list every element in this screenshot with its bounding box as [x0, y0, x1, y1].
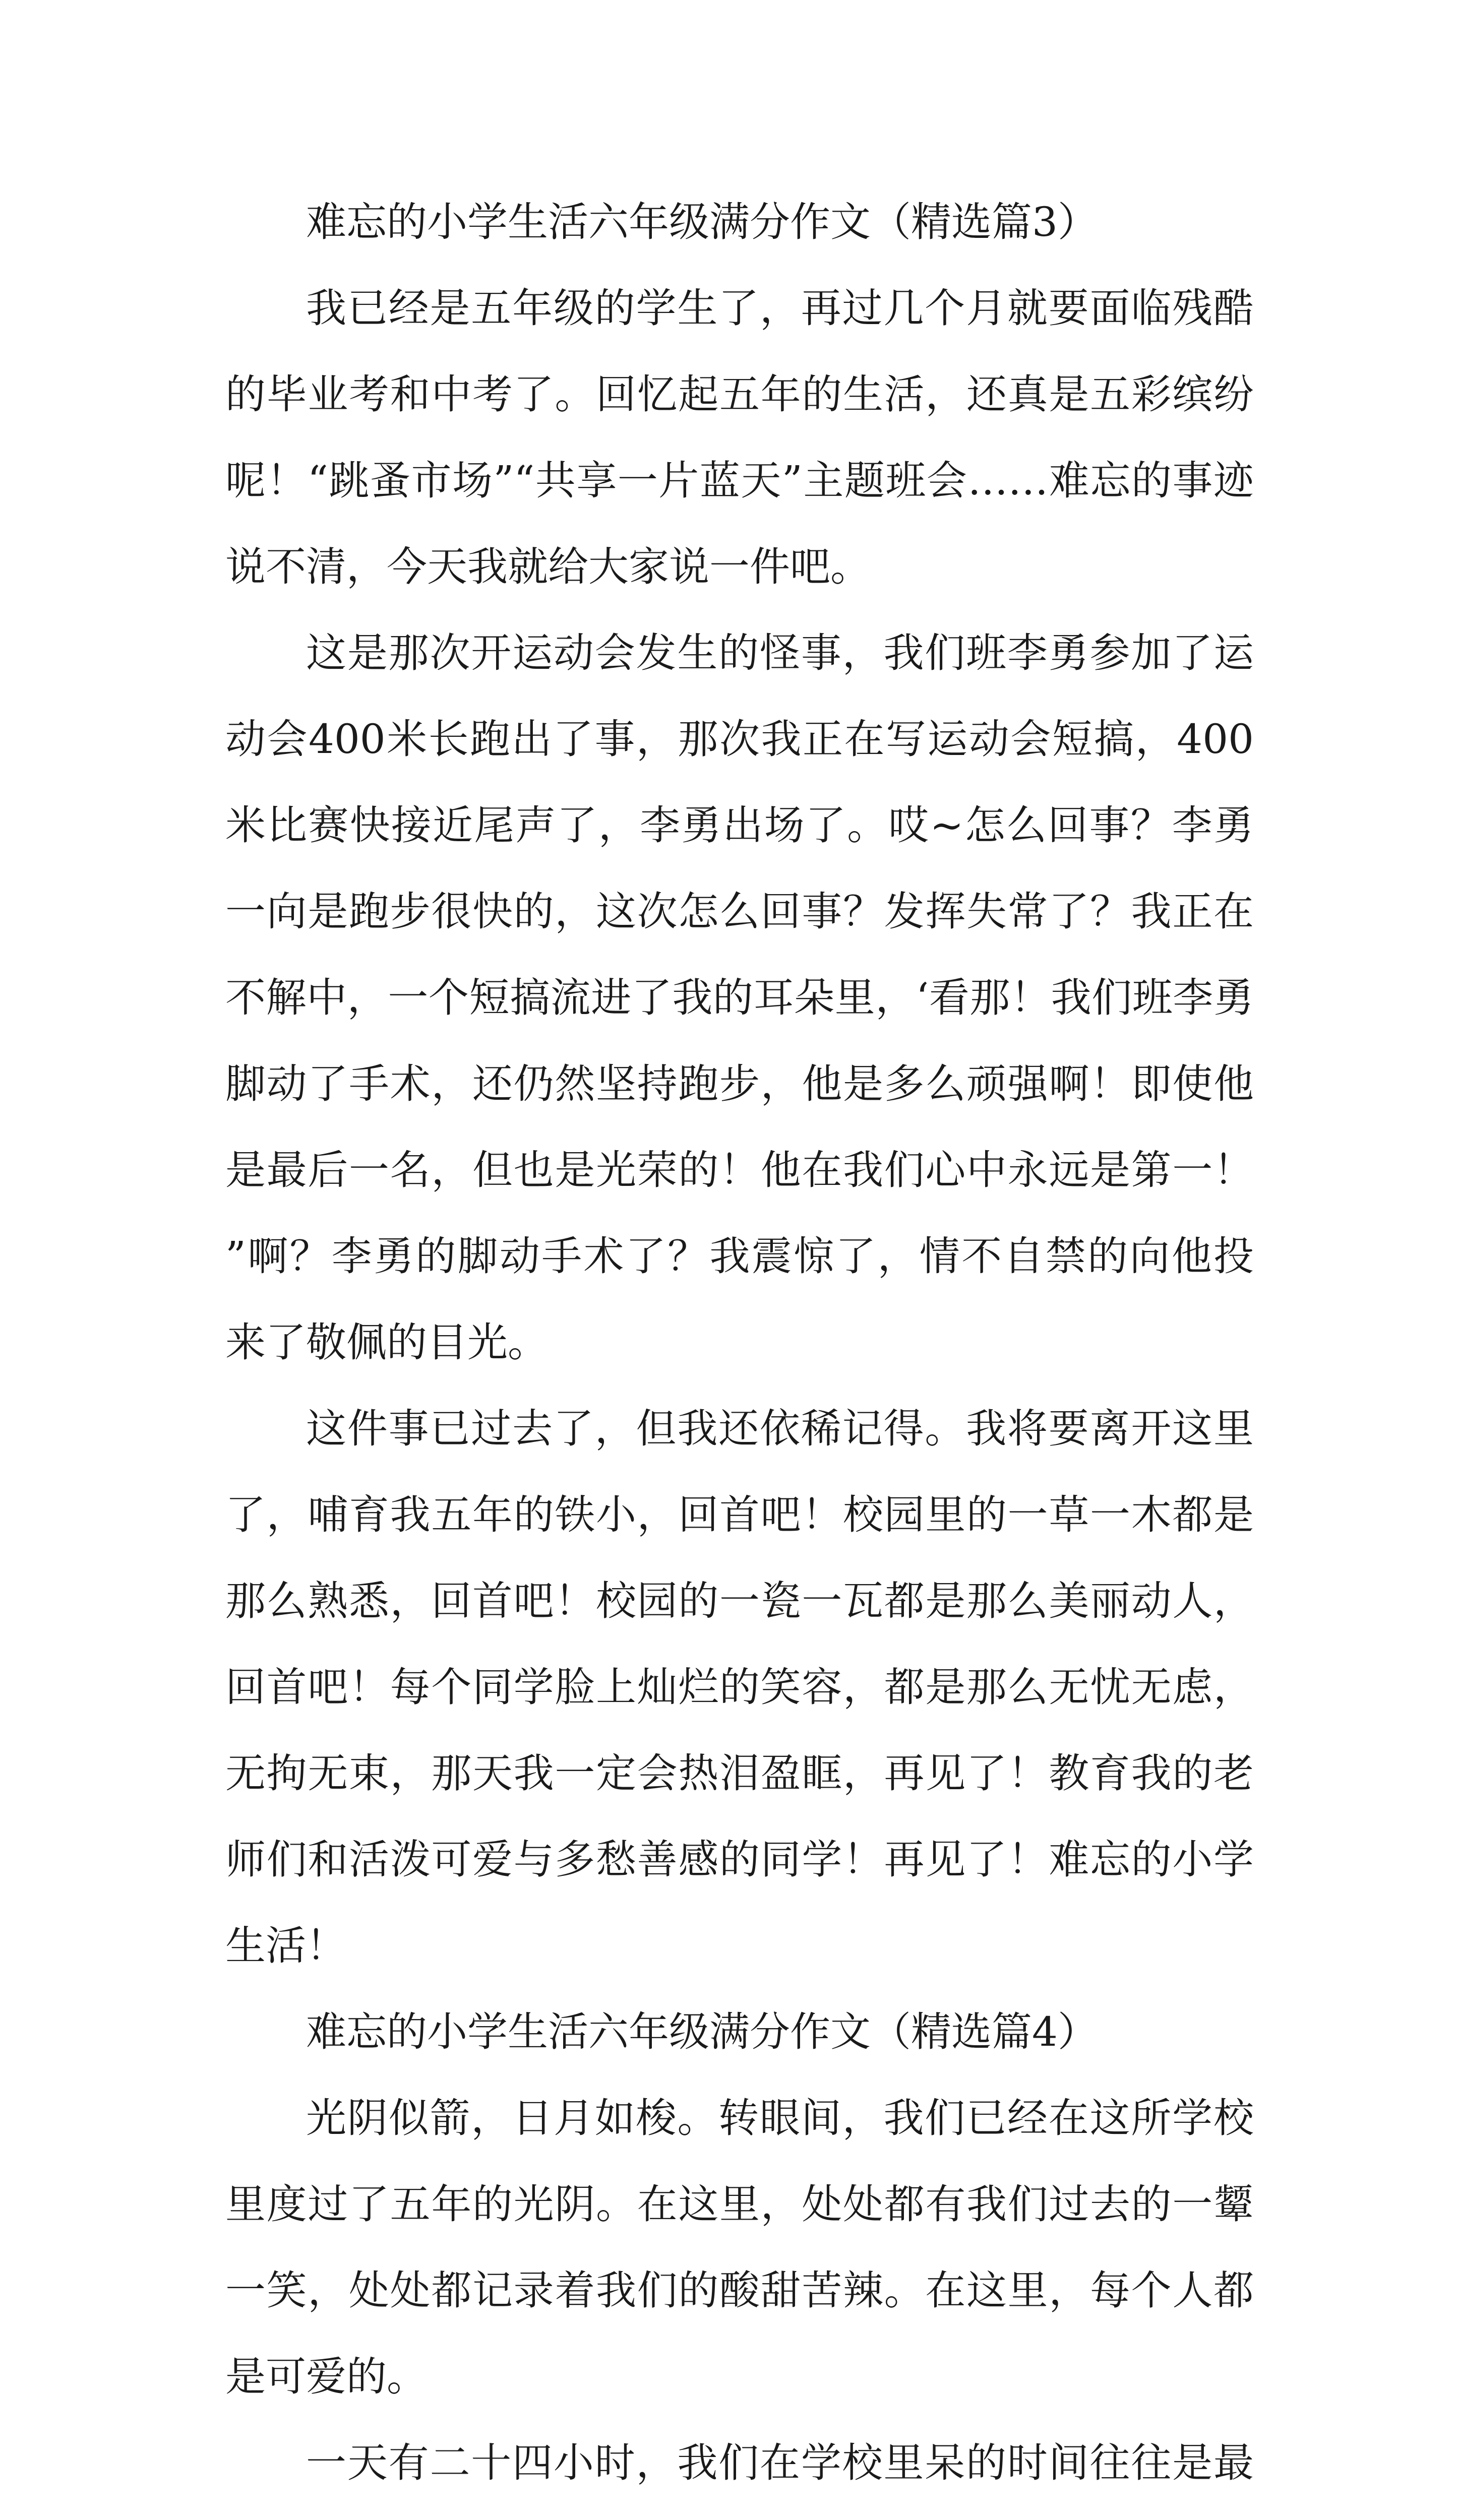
paragraph: 我已经是五年级的学生了，再过几个月就要面临残酷的毕业考和中考了。回忆起五年的生活，还真是五彩缤纷呢！“跳蚤市场”“共享一片蓝天”主题班会……难忘的事迹说不清，今天我就给大家说一件吧。: [225, 285, 1254, 590]
essay-heading-3: 难忘的小学生活六年级满分作文（精选篇3）: [306, 199, 1098, 245]
paragraph: 这是那次开运动会发生的怪事，我们班李勇参加了运动会400米长跑出了事，那次我正在写运动会短搞，400米比赛快接近尾声了，李勇出场了。哎~怎么回事？李勇一向是跑步很快的，这次怎么回事？发挥失常了？我正在不解中，一个短搞流进了我的耳朵里，‘看那！我们班李勇脚动了手术，还仍然坚持跑步，他是多么顽强啊！即使他是最后一名，但也是光荣的！他在我们心中永远是第一！”啊？李勇的脚动手术了？我震惊了，情不自禁的向他投来了敬佩的目光。: [225, 629, 1254, 1366]
paragraph: 一天有二十四小时，我们在学校里呆的时间往往是最: [306, 2439, 1254, 2486]
essay-body: [225, 179, 1254, 2520]
paragraph: 光阴似箭，日月如梭。转眼间，我们已经在这所学校里度过了五年的光阴。在这里，处处都有我们过去的一颦一笑，处处都记录着我们的酸甜苦辣。在这里，每个人都是可爱的。: [225, 2095, 1254, 2400]
paragraph: 这件事已过去了，但我还依稀记得。我将要离开这里了，哺育我五年的铁小，回首吧！校园里的一草一木都是那么熟悉，回首吧！校园的一瓷一瓦都是那么美丽动人，回首吧！每个同学脸上灿烂的笑容，都是那么无忧无虑，无拘无束，那天我一定会热泪盈眶，再见了！教育我的老师们和活泼可爱与多愁善感的同学！再见了！难忘的小学生活！: [225, 1405, 1254, 1969]
essay-heading-4: 难忘的小学生活六年级满分作文（精选篇4）: [306, 2008, 1098, 2055]
